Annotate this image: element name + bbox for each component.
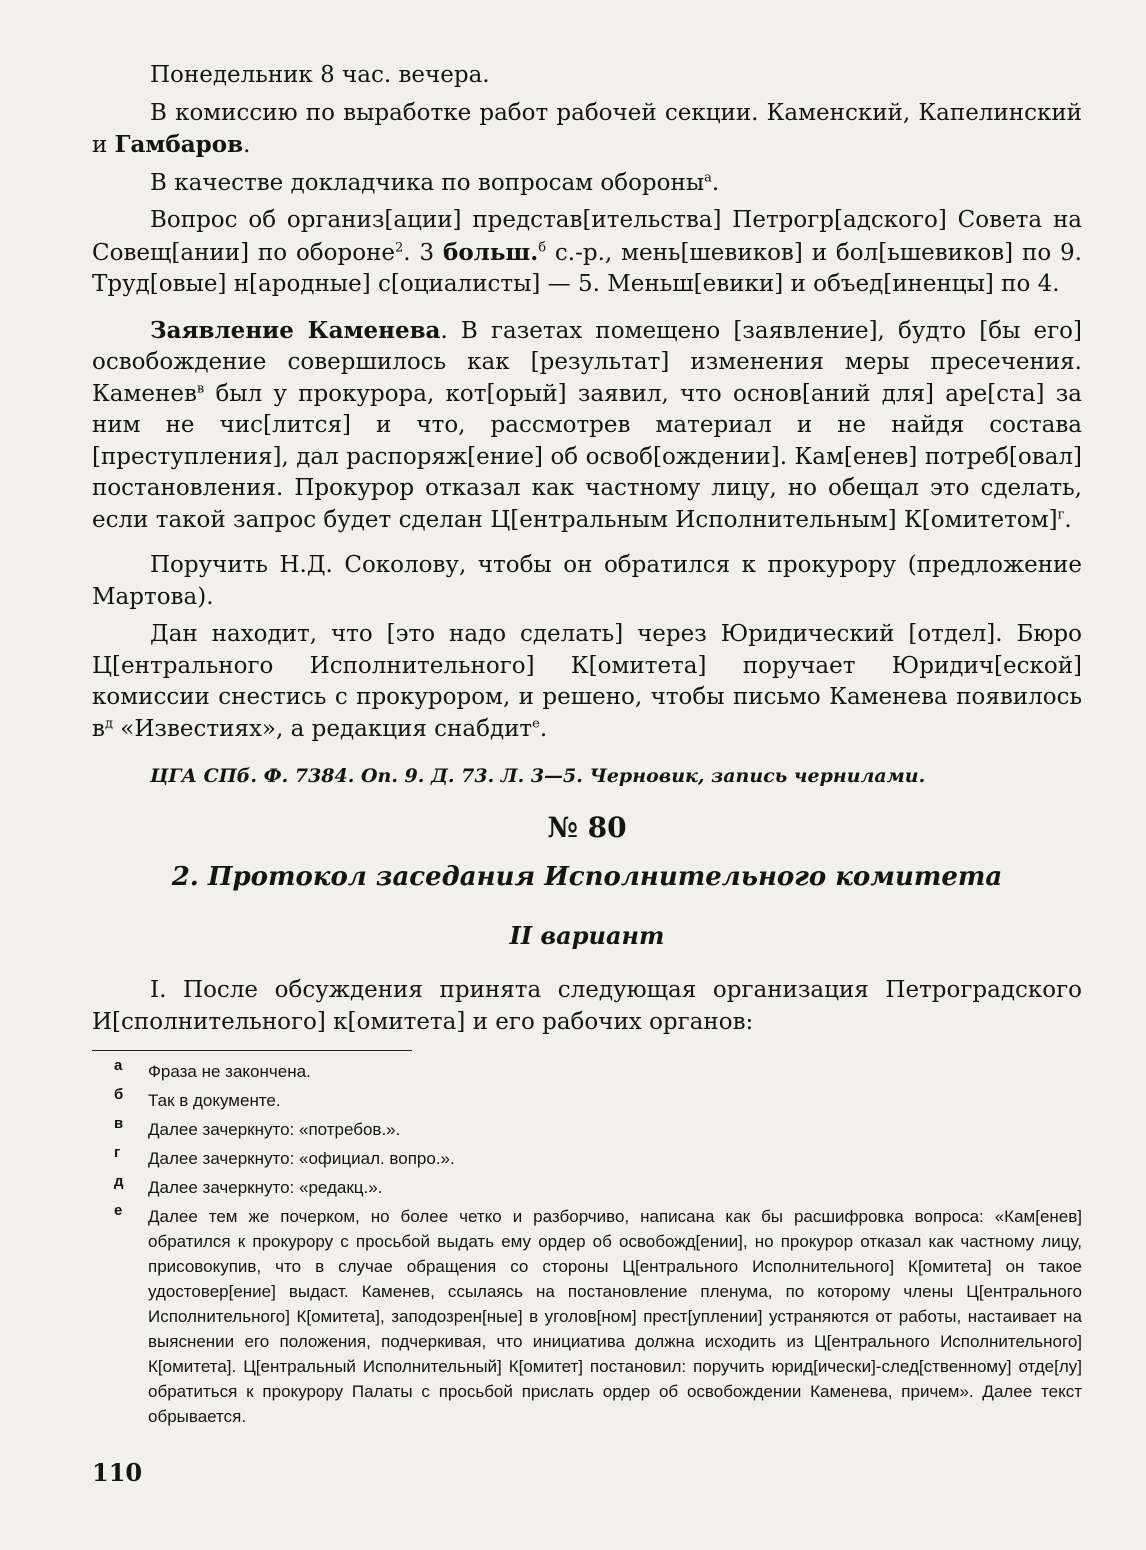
footnote — [92, 1088, 1082, 1113]
page-number: 110 — [92, 1458, 143, 1487]
text-run: Понедельник 8 час. вечера. — [150, 62, 490, 88]
footnotes — [92, 1059, 1082, 1429]
paragraph — [92, 315, 1082, 537]
footnote-ref: е — [532, 715, 540, 731]
text-run: больш. — [442, 238, 539, 266]
text-run: Заявление Каменева — [150, 316, 441, 344]
text-run: . — [243, 132, 251, 158]
paragraph — [92, 98, 1082, 162]
paragraph — [92, 60, 1082, 92]
footnote-mark: в — [114, 1115, 124, 1132]
footnote — [92, 1117, 1082, 1142]
main-text — [92, 60, 1082, 745]
footnote-text: Далее зачеркнуто: «редакц.». — [148, 1178, 383, 1197]
footnote-text: Фраза не закончена. — [148, 1062, 311, 1081]
footnote-ref: а — [704, 169, 712, 185]
text-run: «Известиях», а редакция снабдит — [112, 715, 533, 742]
text-run: Вопрос об организ[ации] представ[ительства] Петрогр[адского] Совета на Совещ[ании] по обороне — [92, 207, 1082, 266]
footnote-ref: г — [1057, 506, 1065, 522]
footnote — [92, 1204, 1082, 1429]
footnote-mark: г — [114, 1144, 121, 1161]
text-run: . — [1064, 506, 1072, 533]
footnote-ref: д — [104, 715, 113, 731]
text-run: был у прокурора, кот[орый] заявил, что основ[аний для] аре[ста] за ним не чис[лится] и что, рассмотрев материал и не найдя состава [преступления], дал распоряж[ение] об освоб[ождении]. Кам[енев] потреб[овал] постановления. Прокурор отказал как частному лицу, но обещал это сделать, если такой запрос будет сделан Ц[ентральным Исполнительным] К[омитетом] — [92, 380, 1082, 533]
intro-paragraph: I. После обсуждения принята следующая организация Петроградского И[сполнительного] к[омитета] и его рабочих органов: — [92, 977, 1082, 1035]
footnote-ref: в — [196, 380, 205, 396]
text-run: Поручить Н.Д. Соколову, чтобы он обратился к прокурору (предложение Мартова). — [92, 552, 1082, 610]
document-title: 2. Протокол заседания Исполнительного комитета — [171, 862, 1003, 892]
footnote — [92, 1059, 1082, 1084]
footnote-text: Далее зачеркнуто: «официал. вопро.». — [148, 1149, 455, 1168]
footnote-mark: а — [114, 1057, 123, 1074]
footnote-ref: 2 — [395, 239, 404, 255]
footnote-mark: д — [114, 1173, 124, 1190]
footnote-mark: б — [114, 1086, 124, 1103]
paragraph — [92, 619, 1082, 745]
text-run: Гамбаров — [114, 131, 244, 158]
footnote-text: Так в документе. — [148, 1091, 281, 1110]
document-number: № 80 — [547, 811, 627, 844]
text-run: . — [711, 169, 720, 196]
footnote — [92, 1146, 1082, 1171]
footnote-text: Далее зачеркнуто: «потребов.». — [148, 1120, 401, 1139]
text-run: . 3 — [403, 239, 443, 266]
paragraph — [92, 205, 1082, 301]
text-run: . В газетах помещено [заявление], будто [бы его] освобождение совершилось как [результат] изменения меры пресечения. Каменев — [92, 317, 1082, 407]
paragraph — [92, 168, 1082, 200]
text-run: . — [539, 715, 548, 742]
footnote-mark: е — [114, 1202, 123, 1219]
footnote-text: Далее тем же почерком, но более четко и разборчиво, написана как бы расшифровка вопроса: «Кам[енев] обратился к прокурору с просьбой выдать ему ордер об освобожд[ении], но прокурор отказал как частному лицу, присовокупив, что в случае обращения со стороны Ц[ентрального Исполнительного] К[омитета] он такое удостовер[ение] выдаст. Каменев, ссылаясь на постановление пленума, по которому члены Ц[ентрального Исполнительного] К[омитета], заподозрен[ные] в уголов[ном] прест[уплении] устраняются от работы, настаивает на выяснении его положения, подчеркивая, что инициатива должна исходить из Ц[ентрального Исполнительного] К[омитета]. Ц[ентральный Исполнительный] К[омитет] постановил: поручить юрид[ически]-след[ственному] отде[лу] обратиться к прокурору Палаты с просьбой прислать ордер об освобождении Каменева, причем». Далее текст обрывается. — [148, 1207, 1082, 1426]
document-variant: II вариант — [509, 921, 665, 950]
footnote-ref: б — [538, 239, 547, 255]
intro-block — [92, 975, 1082, 1038]
text-run: с.-р., мень[шевиков] и бол[ьшевиков] по 9. Труд[овые] н[ародные] с[оциалисты] — 5. Меньш[евики] и объед[иненцы] по 4. — [92, 239, 1082, 297]
text-run: В качестве докладчика по вопросам обороны — [150, 169, 705, 196]
archive-source: ЦГА СПб. Ф. 7384. Оп. 9. Д. 73. Л. 3—5. Черновик, запись чернилами. — [150, 765, 926, 787]
paragraph — [92, 550, 1082, 613]
text-run: Дан находит, что [это надо сделать] через Юридический [отдел]. Бюро Ц[ентрального Исполнительного] К[омитета] поручает Юридич[еской] комиссии снестись с прокурором, и решено, чтобы письмо Каменева появилось в — [92, 621, 1082, 742]
footnote — [92, 1175, 1082, 1200]
text-run: В комиссию по выработке работ рабочей секции. Каменский, Капелинский и — [92, 99, 1082, 158]
